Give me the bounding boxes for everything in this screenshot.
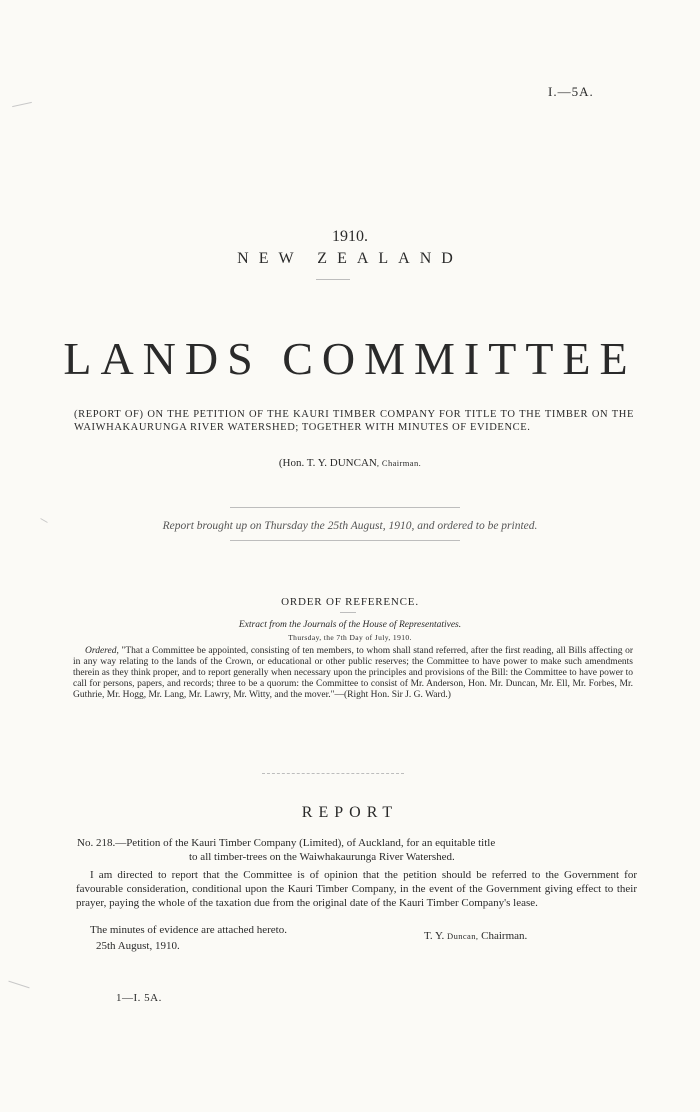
section-rule (262, 773, 404, 774)
order-rule (340, 612, 356, 613)
margin-mark (8, 981, 29, 989)
sheet-reference: 1—I. 5A. (116, 992, 162, 1004)
masthead-rule (316, 279, 350, 280)
brought-up-note: Report brought up on Thursday the 25th August, 1910, and ordered to be printed. (162, 520, 538, 532)
chairman-prefix: (Hon. T. Y. (278, 457, 330, 469)
brought-up-rule-bottom (230, 540, 460, 541)
brought-up-rule-top (230, 507, 460, 508)
document-subtitle: (REPORT OF) ON THE PETITION OF THE KAURI TIMBER COMPANY FOR TITLE TO THE TIMBER ON THE WAIWHAKAURUNGA RIVER WATERSHED; TOGETHER WITH MINUTES OF EVIDENCE. (74, 409, 634, 433)
journal-extract: Extract from the Journals of the House of Representatives. (238, 620, 462, 630)
paper-reference: I.—5A. (548, 84, 594, 99)
report-body: I am directed to report that the Committee is of opinion that the petition should be referred to the Government for favourable consideration, conditional upon the Kauri Timber Company, in the event of the Government giving effect to their prayer, paying the whole of the taxation due from the original date of the Kauri Timber Company's lease. (76, 869, 637, 909)
order-text (73, 646, 633, 701)
ordered-label: Ordered, (85, 646, 119, 656)
petition-line-1: No. 218.—Petition of the Kauri Timber Company (Limited), of Auckland, for an equitable title (77, 837, 496, 849)
document-title: LANDS COMMITTEE (63, 333, 637, 384)
signature-suffix: Chairman. (478, 930, 528, 942)
signature (424, 930, 527, 942)
report-date: 25th August, 1910. (96, 940, 180, 952)
petition-line-2: to all timber-trees on the Waiwhakaurunga River Watershed. (189, 851, 455, 863)
signature-prefix: T. Y. (424, 930, 448, 942)
ordered-text: "That a Committee be appointed, consisting of ten members, to whom shall stand referred, after the first reading, all Bills affecting or in any way relating to the lands of the Crown, or educational or other public reserves; the Committee to have power to make such amendments therein as they think proper, and to report generally when necessary upon the principles and provisions of the Bill: the Committee to have power to call for persons, papers, and records; three to be a quorum: the Committee to consist of Mr. Anderson, Hon. Mr. Duncan, Mr. Ell, Mr. Forbes, Mr. Guthrie, Mr. Hogg, Mr. Lang, Mr. Lawry, Mr. Witty, and the mover."—(Right Hon. Sir J. G. Ward.) (73, 646, 633, 700)
country: NEW ZEALAND (237, 250, 463, 267)
order-of-reference-heading: ORDER OF REFERENCE. (281, 596, 419, 608)
year: 1910. (332, 228, 368, 245)
margin-mark (12, 102, 32, 107)
order-date: Thursday, the 7th Day of July, 1910. (288, 633, 412, 642)
report-heading: REPORT (301, 804, 399, 821)
minutes-note: The minutes of evidence are attached hereto. (90, 924, 287, 936)
chairman-suffix: , Chairman. (376, 458, 422, 468)
chairman-name: DUNCAN (329, 457, 377, 469)
chairman-line (0, 457, 700, 469)
petition-entry (77, 836, 637, 864)
signature-name: Duncan, (447, 931, 479, 941)
